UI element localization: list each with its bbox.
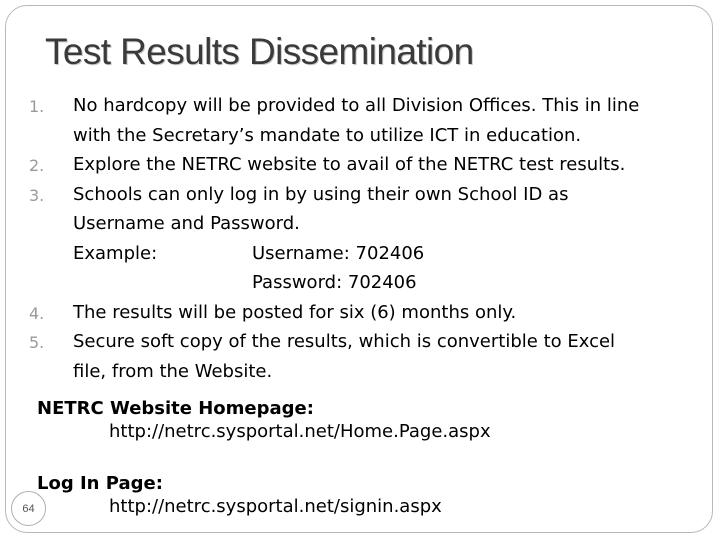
homepage-url: http://netrc.sysportal.net/Home.Page.aspx: [109, 421, 491, 442]
list-number: 1.: [29, 97, 45, 116]
list-text-line: Schools can only log in by using their own School ID as: [73, 183, 569, 205]
list-number: 4.: [29, 303, 45, 323]
list-text-line: Username and Password.: [73, 213, 300, 234]
example-password: Password: 702406: [252, 272, 417, 293]
list-item: [29, 180, 699, 298]
login-label: Log In Page:: [37, 473, 163, 494]
homepage-label: NETRC Website Homepage:: [37, 398, 314, 419]
list-number: 2.: [29, 156, 45, 175]
example-label: Example:: [73, 242, 158, 264]
list-text-line: Secure soft copy of the results, which is convertible to Excel: [73, 331, 616, 352]
results-list: [29, 91, 699, 386]
list-text-line: No hardcopy will be provided to all Division Offices. This in line: [73, 95, 640, 116]
example-username: Username: 702406: [252, 242, 425, 264]
list-item: [29, 298, 699, 328]
list-text-line: The results will be posted for six (6) months only.: [73, 301, 517, 323]
list-text-line: with the Secretary’s mandate to utilize ICT in education.: [73, 124, 582, 146]
list-item: [29, 91, 699, 150]
page-number-badge: 64: [11, 491, 46, 526]
list-text-line: Explore the NETRC website to avail of the NETRC test results.: [73, 154, 626, 175]
login-url: http://netrc.sysportal.net/signin.aspx: [109, 496, 442, 517]
example-username-row: [73, 239, 699, 269]
homepage-section: [37, 397, 491, 443]
slide-title: Test Results Dissemination: [45, 31, 474, 72]
example-password-row: [73, 268, 699, 298]
list-number: 5.: [29, 333, 45, 352]
login-section: [37, 472, 442, 518]
list-item: [29, 327, 699, 386]
list-text-line: file, from the Website.: [73, 360, 273, 382]
list-item: [29, 150, 699, 180]
list-number: 3.: [29, 185, 45, 205]
